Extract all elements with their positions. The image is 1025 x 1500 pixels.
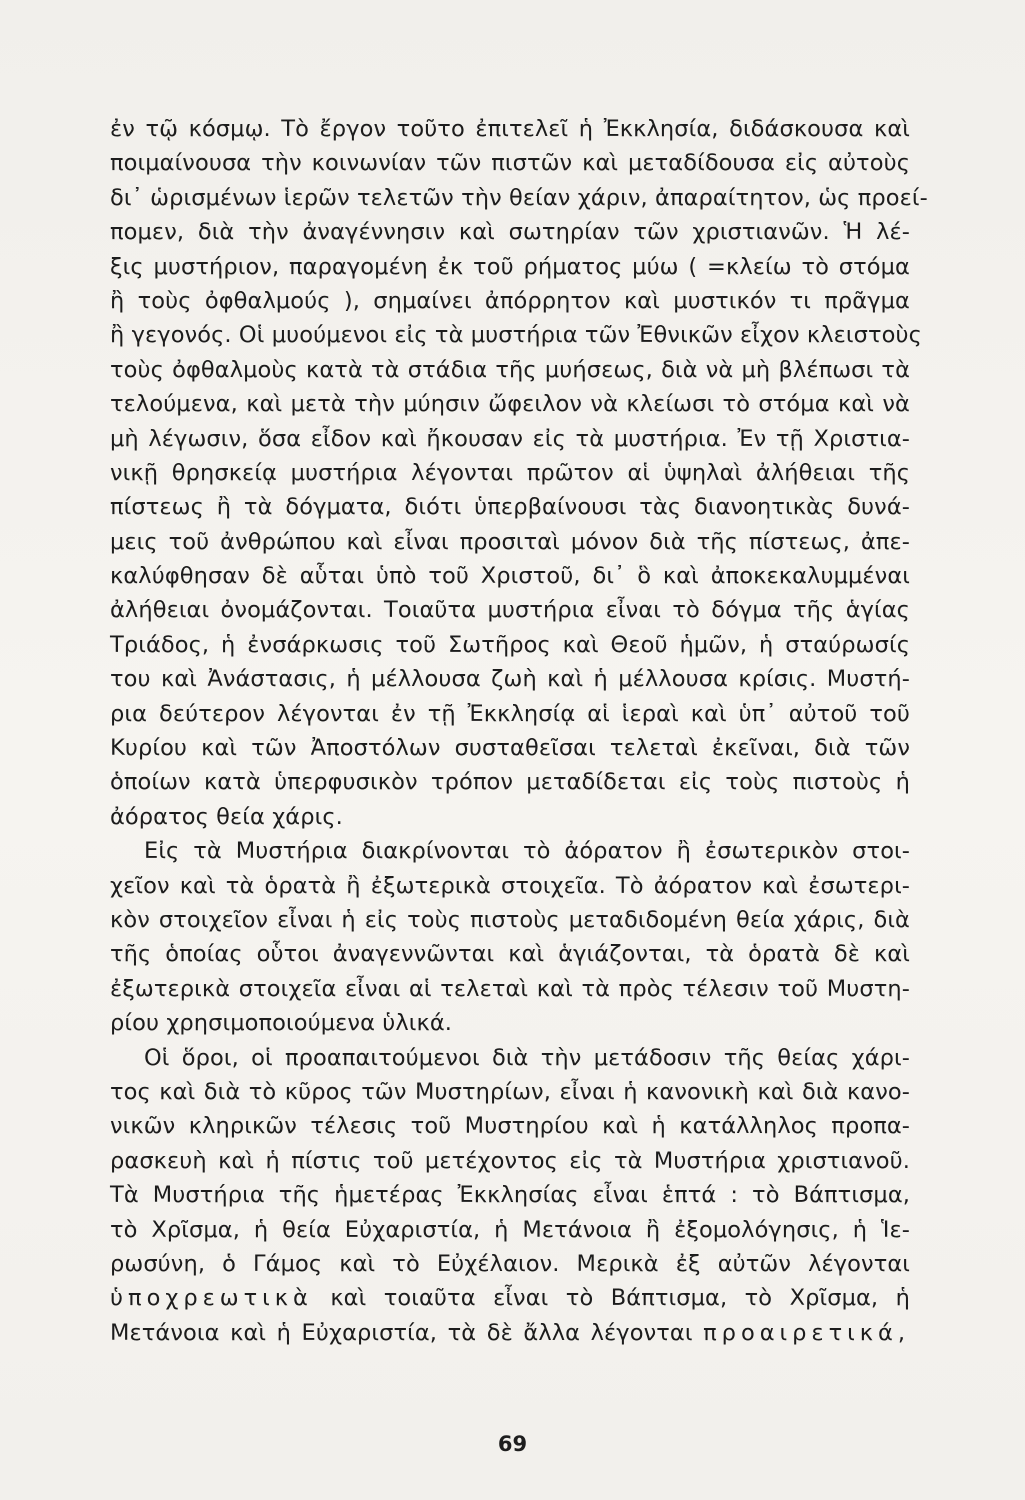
text-line: του καὶ Ἀνάστασις, ἡ μέλλουσα ζωὴ καὶ ἡ μέλλουσα κρίσις. Μυστή-: [110, 666, 910, 693]
text-line: μὴ λέγωσιν, ὅσα εἶδον καὶ ἤκουσαν εἰς τὰ μυστήρια. Ἐν τῇ Χριστια-: [110, 425, 910, 452]
text-line: ρίου χρησιμοποιούμενα ὑλικά.: [110, 1010, 453, 1037]
text-line: ἀόρατος θεία χάρις.: [110, 803, 343, 830]
text-line: πομεν, διὰ τὴν ἀναγέννησιν καὶ σωτηρίαν τῶν χριστιανῶν. Ἡ λέ-: [110, 219, 910, 246]
text-line: ἢ γεγονός. Οἱ μυούμενοι εἰς τὰ μυστήρια τῶν Ἐθνικῶν εἶχον κλειστοὺς: [110, 322, 922, 349]
paragraph-3: [110, 1041, 910, 1351]
text-line: ἀλήθειαι ὀνομάζονται. Τοιαῦτα μυστήρια εἶναι τὸ δόγμα τῆς ἁγίας: [110, 597, 910, 624]
text-line: τελούμενα, καὶ μετὰ τὴν μύησιν ὤφειλον νὰ κλείωσι τὸ στόμα καὶ νὰ: [110, 391, 910, 418]
text-line: ρωσύνη, ὁ Γάμος καὶ τὸ Εὐχέλαιον. Μερικὰ ἐξ αὐτῶν λέγονται: [110, 1250, 910, 1277]
text-fragment: Μετάνοια καὶ ἡ Εὐχαριστία, τὰ δὲ ἄλλα λέγονται: [110, 1319, 704, 1346]
text-line: ρασκευὴ καὶ ἡ πίστις τοῦ μετέχοντος εἰς τὰ Μυστήρια χριστιανοῦ.: [110, 1147, 910, 1174]
emphasized-term: προαιρετικά,: [703, 1319, 910, 1346]
paragraph-2: [110, 834, 910, 1040]
text-line: ἐξωτερικὰ στοιχεῖα εἶναι αἱ τελεταὶ καὶ τὰ πρὸς τέλεσιν τοῦ Μυστη-: [110, 975, 910, 1002]
emphasized-term: ὑποχρεωτικὰ: [110, 1285, 313, 1312]
text-line: τὸ Χρῖσμα, ἡ θεία Εὐχαριστία, ἡ Μετάνοια ἢ ἐξομολόγησις, ἡ Ἱε-: [110, 1216, 910, 1243]
text-line: [110, 1281, 910, 1315]
text-line: Οἱ ὅροι, οἱ προαπαιτούμενοι διὰ τὴν μετάδοσιν τῆς θείας χάρι-: [144, 1044, 910, 1071]
text-fragment: καὶ τοιαῦτα εἶναι τὸ Βάπτισμα, τὸ Χρῖσμα, ἡ: [312, 1285, 910, 1312]
text-line: ποιμαίνουσα τὴν κοινωνίαν τῶν πιστῶν καὶ μεταδίδουσα εἰς αὐτοὺς: [110, 150, 910, 177]
text-line: χεῖον καὶ τὰ ὁρατὰ ἢ ἐξωτερικὰ στοιχεῖα. Τὸ ἀόρατον καὶ ἐσωτερι-: [110, 872, 910, 899]
text-line: [110, 1316, 910, 1350]
text-line: ὁποίων κατὰ ὑπερφυσικὸν τρόπον μεταδίδεται εἰς τοὺς πιστοὺς ἡ: [110, 769, 910, 796]
body-text: [110, 112, 928, 1350]
paragraph-1: [110, 112, 928, 834]
text-line: νικῶν κληρικῶν τέλεσις τοῦ Μυστηρίου καὶ ἡ κατάλληλος προπα-: [110, 1113, 910, 1140]
text-line: ἐν τῷ κόσμῳ. Τὸ ἔργον τοῦτο ἐπιτελεῖ ἡ Ἐκκλησία, διδάσκουσα καὶ: [110, 116, 910, 142]
text-line: νικῇ θρησκείᾳ μυστήρια λέγονται πρῶτον αἱ ὑψηλαὶ ἀλήθειαι τῆς: [110, 459, 910, 486]
text-line: ἢ τοὺς ὀφθαλμούς ), σημαίνει ἀπόρρητον καὶ μυστικόν τι πρᾶγμα: [110, 287, 910, 314]
text-line: Τριάδος, ἡ ἐνσάρκωσις τοῦ Σωτῆρος καὶ Θεοῦ ἡμῶν, ἡ σταύρωσίς: [110, 631, 910, 658]
text-line: μεις τοῦ ἀνθρώπου καὶ εἶναι προσιταὶ μόνον διὰ τῆς πίστεως, ἀπε-: [110, 528, 910, 555]
text-line: Εἰς τὰ Μυστήρια διακρίνονται τὸ ἀόρατον ἢ ἐσωτερικὸν στοι-: [144, 838, 910, 865]
page-number: 69: [497, 1432, 528, 1456]
text-line: τῆς ὁποίας οὗτοι ἀναγεννῶνται καὶ ἁγιάζονται, τὰ ὁρατὰ δὲ καὶ: [110, 941, 910, 968]
text-line: τος καὶ διὰ τὸ κῦρος τῶν Μυστηρίων, εἶναι ἡ κανονικὴ καὶ διὰ κανο-: [110, 1078, 910, 1105]
text-line: ρια δεύτερον λέγονται ἐν τῇ Ἐκκλησίᾳ αἱ ἱεραὶ καὶ ὑπ᾽ αὐτοῦ τοῦ: [110, 700, 910, 727]
text-line: ξις μυστήριον, παραγομένη ἐκ τοῦ ρήματος μύω ( =κλείω τὸ στόμα: [110, 253, 910, 280]
text-line: Κυρίου καὶ τῶν Ἀποστόλων συσταθεῖσαι τελεταὶ ἐκεῖναι, διὰ τῶν: [110, 735, 910, 762]
text-line: πίστεως ἢ τὰ δόγματα, διότι ὑπερβαίνουσι τὰς διανοητικὰς δυνά-: [110, 494, 910, 521]
text-line: τοὺς ὀφθαλμοὺς κατὰ τὰ στάδια τῆς μυήσεως, διὰ νὰ μὴ βλέπωσι τὰ: [110, 356, 910, 383]
text-line: καλύφθησαν δὲ αὗται ὑπὸ τοῦ Χριστοῦ, δι᾽ ὃ καὶ ἀποκεκαλυμμέναι: [110, 563, 910, 590]
text-line: Τὰ Μυστήρια τῆς ἡμετέρας Ἐκκλησίας εἶναι ἑπτά : τὸ Βάπτισμα,: [110, 1182, 910, 1209]
text-line: δι᾽ ὡρισμένων ἱερῶν τελετῶν τὴν θείαν χάριν, ἀπαραίτητον, ὡς προεί-: [110, 184, 928, 211]
text-line: κὸν στοιχεῖον εἶναι ἡ εἰς τοὺς πιστοὺς μεταδιδομένη θεία χάρις, διὰ: [110, 906, 910, 933]
